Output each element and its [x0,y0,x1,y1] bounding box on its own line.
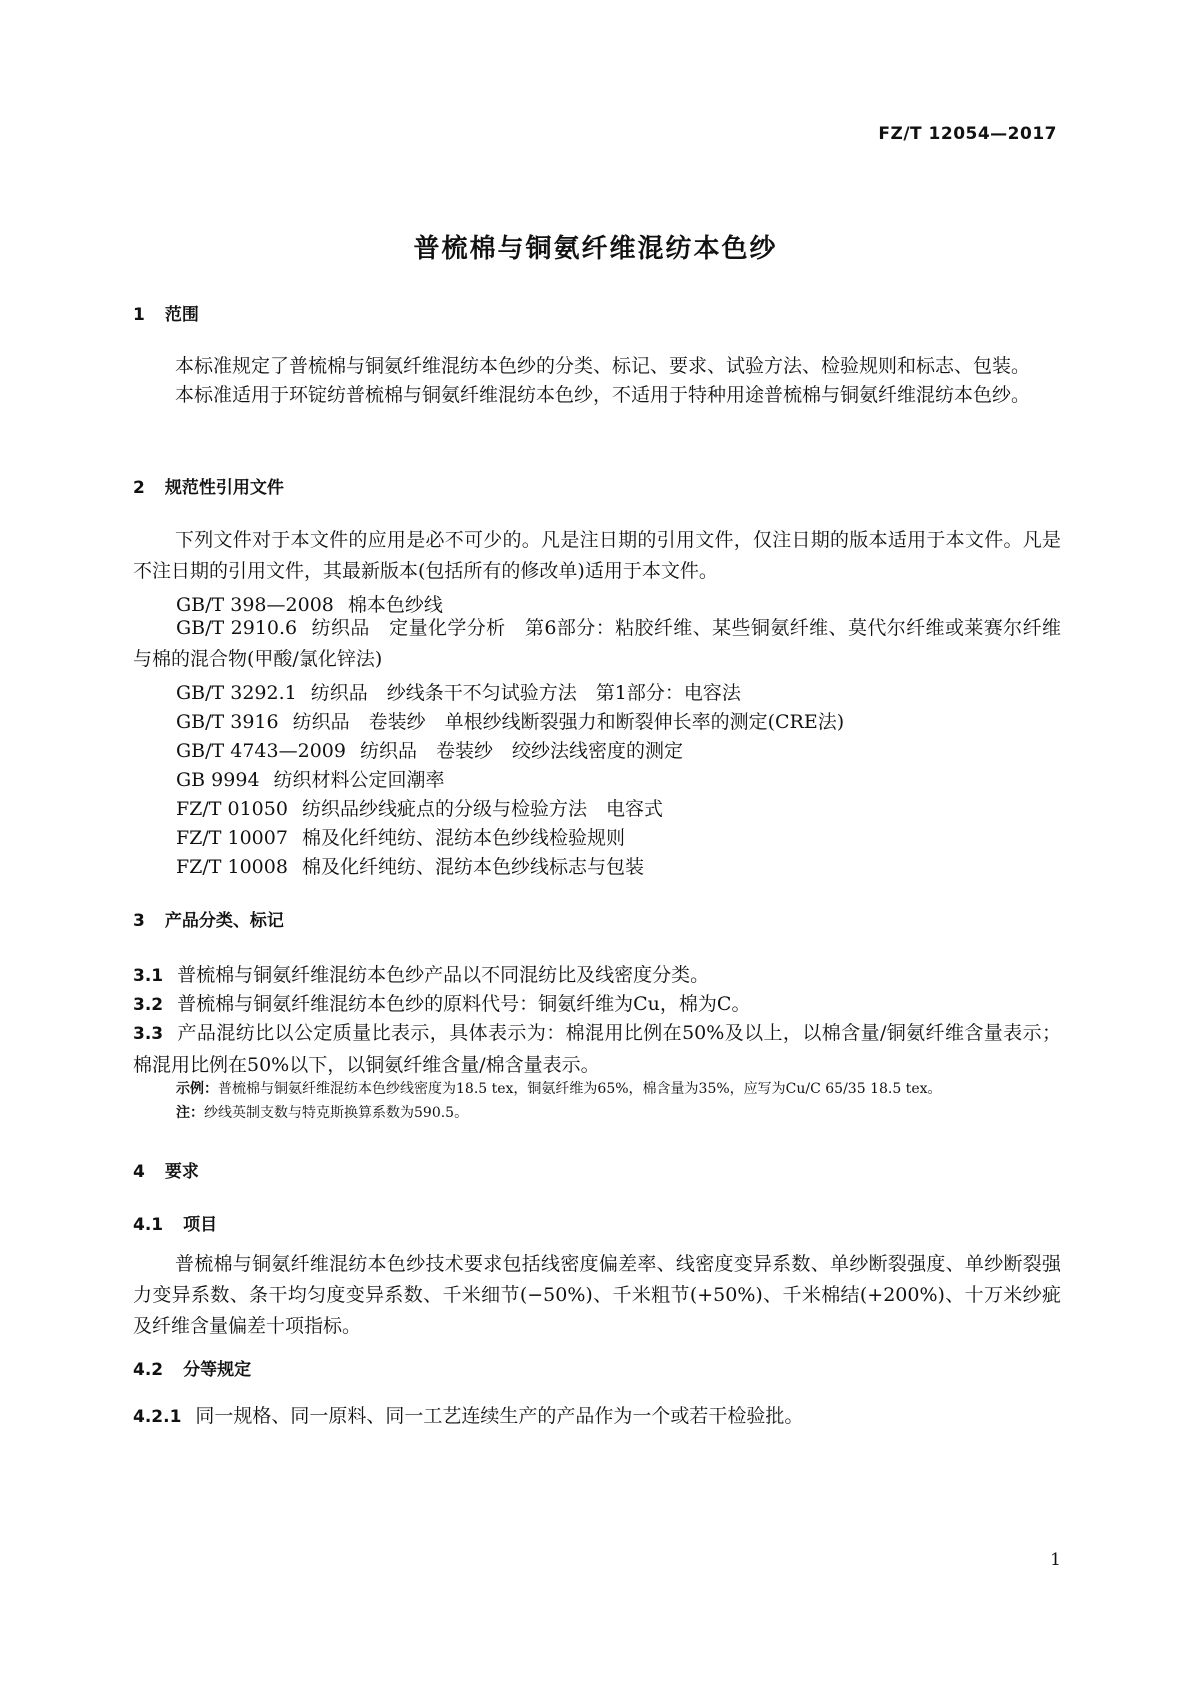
scope-paragraph-1: 本标准规定了普梳棉与铜氨纤维混纺本色纱的分类、标记、要求、试验方法、检验规则和标志、包装。 [175,355,1031,377]
example-note [176,1078,942,1098]
section-title: 分等规定 [183,1360,252,1380]
page-number: 1 [1050,1550,1061,1570]
section-heading-2 [133,473,284,498]
scope-paragraph-2: 本标准适用于环锭纺普梳棉与铜氨纤维混纺本色纱，不适用于特种用途普梳棉与铜氨纤维混纺本色纱。 [175,384,1031,406]
clause-3-3 [133,1018,1061,1081]
example-label: 示例： [176,1081,218,1097]
section-number: 1 [133,305,145,325]
reference-code: GB/T 398—2008 [176,594,334,616]
clause-3-1 [133,960,1061,992]
subsection-heading-4-1 [133,1210,217,1235]
reference-item [176,678,741,705]
reference-title: 纺织品 卷装纱 单根纱线断裂强力和断裂伸长率的测定(CRE法) [292,711,845,733]
section-number: 2 [133,478,145,498]
section-number: 4 [133,1162,145,1182]
reference-code: FZ/T 10008 [176,856,288,878]
section-title: 要求 [164,1162,199,1182]
reference-code: GB/T 3916 [176,711,279,733]
note-label: 注： [176,1105,204,1121]
subsection-heading-4-2 [133,1355,251,1380]
reference-title: 纺织品 定量化学分析 第6部分：粘胶纤维、某些铜氨纤维、莫代尔纤维或莱赛尔纤维与棉的混合物(甲酸/氯化锌法) [133,617,1061,670]
note [176,1102,468,1122]
reference-code: FZ/T 10007 [176,827,288,849]
section-heading-1 [133,300,199,325]
section-number: 4.2 [133,1360,164,1380]
section-number: 3 [133,911,145,931]
example-text: 普梳棉与铜氨纤维混纺本色纱线密度为18.5 tex，铜氨纤维为65%，棉含量为35%，应写为Cu/C 65/35 18.5 tex。 [218,1081,942,1097]
clause-3-2 [133,989,1061,1021]
section-heading-3 [133,906,284,931]
reference-code: GB/T 3292.1 [176,682,297,704]
reference-title: 纺织品 纱线条干不匀试验方法 第1部分：电容法 [310,682,741,704]
clause-number: 3.2 [133,995,164,1015]
section-number: 4.1 [133,1215,164,1235]
section-title: 规范性引用文件 [164,478,284,498]
reference-item [176,736,683,763]
clause-text: 同一规格、同一原料、同一工艺连续生产的产品作为一个或若干检验批。 [195,1405,804,1427]
standard-code: FZ/T 12054—2017 [878,124,1057,144]
clause-4-2-1 [133,1401,1061,1433]
requirements-paragraph: 普梳棉与铜氨纤维混纺本色纱技术要求包括线密度偏差率、线密度变异系数、单纱断裂强度、单纱断裂强力变异系数、条干均匀度变异系数、千米细节(−50%)、千米粗节(+50%)、千米棉结(+200%)、十万米纱疵及纤维含量偏差十项指标。 [133,1253,1061,1337]
section-heading-4 [133,1157,199,1182]
section-title: 产品分类、标记 [164,911,284,931]
reference-code: GB/T 4743—2009 [176,740,346,762]
reference-item [176,765,445,792]
clause-text: 产品混纺比以公定质量比表示，具体表示为：棉混用比例在50%及以上，以棉含量/铜氨纤维含量表示；棉混用比例在50%以下，以铜氨纤维含量/棉含量表示。 [133,1022,1061,1076]
clause-text: 普梳棉与铜氨纤维混纺本色纱产品以不同混纺比及线密度分类。 [177,964,710,986]
clause-number: 4.2.1 [133,1407,182,1427]
reference-item [176,852,644,879]
clause-number: 3.1 [133,966,164,986]
reference-title: 棉本色纱线 [347,594,443,616]
document-title: 普梳棉与铜氨纤维混纺本色纱 [413,234,778,264]
note-text: 纱线英制支数与特克斯换算系数为590.5。 [204,1105,469,1121]
normative-intro: 下列文件对于本文件的应用是必不可少的。凡是注日期的引用文件，仅注日期的版本适用于本文件。凡是不注日期的引用文件，其最新版本(包括所有的修改单)适用于本文件。 [133,529,1061,582]
reference-item [176,794,663,821]
reference-title: 纺织材料公定回潮率 [273,769,445,791]
reference-item [176,707,844,734]
reference-code: GB/T 2910.6 [176,617,298,639]
reference-title: 纺织品 卷装纱 绞纱法线密度的测定 [359,740,683,762]
reference-title: 棉及化纤纯纺、混纺本色纱线检验规则 [301,827,625,849]
reference-title: 棉及化纤纯纺、混纺本色纱线标志与包装 [301,856,644,878]
clause-text: 普梳棉与铜氨纤维混纺本色纱的原料代号：铜氨纤维为Cu，棉为C。 [177,993,751,1015]
reference-code: FZ/T 01050 [176,798,288,820]
section-title: 范围 [164,305,199,325]
section-title: 项目 [183,1215,218,1235]
reference-title: 纺织品纱线疵点的分级与检验方法 电容式 [301,798,663,820]
reference-code: GB 9994 [176,769,260,791]
clause-number: 3.3 [133,1024,164,1044]
reference-item [133,613,1061,675]
reference-item [176,823,625,850]
